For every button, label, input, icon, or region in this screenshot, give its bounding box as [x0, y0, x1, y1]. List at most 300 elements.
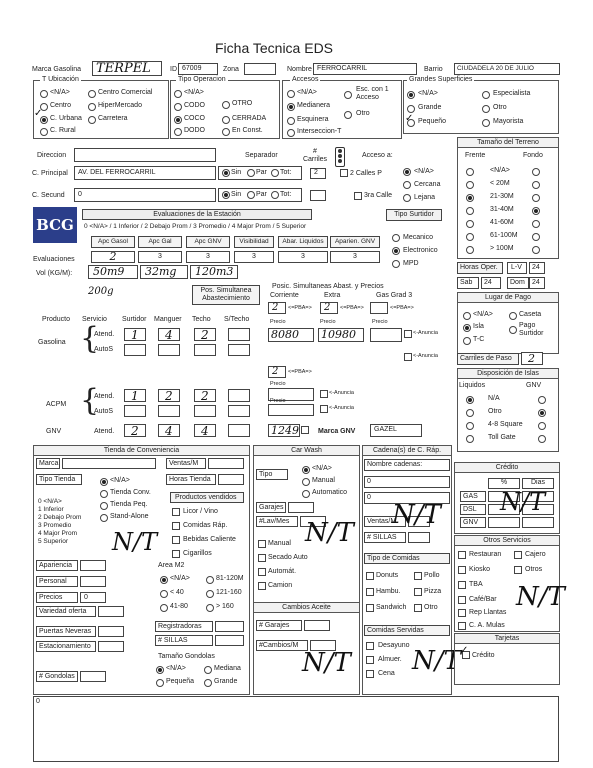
zona-field[interactable]	[244, 63, 276, 75]
tienda-field-text: Apariencia	[39, 562, 73, 569]
superficies-na-radio[interactable]	[407, 91, 415, 99]
operacion-coco-radio[interactable]	[174, 116, 182, 124]
superficies-pequeno-label: Pequeño	[418, 118, 447, 125]
servicio-checkbox[interactable]	[458, 566, 466, 574]
superficies-mayorista-label: Mayorista	[493, 118, 524, 125]
cadenas-value-1: 0	[367, 478, 371, 485]
operacion-otro-radio[interactable]	[222, 101, 230, 109]
acpm-anuncia-checkbox[interactable]	[320, 390, 328, 398]
operacion-codo-label: CODO	[184, 102, 205, 109]
terreno-fondo-radio[interactable]	[532, 194, 540, 202]
acpm-manguer-field[interactable]	[158, 389, 180, 402]
ubicacion-rural-label: C. Rural	[50, 127, 76, 134]
acpm-techo-value: 2	[201, 389, 209, 403]
secund-par-radio[interactable]	[247, 191, 255, 199]
carwash-checkbox[interactable]	[258, 554, 266, 562]
cadenas-nombre-text: Nombre cadenas:	[367, 461, 423, 468]
terreno-option-label: 61-100M	[490, 232, 518, 239]
operacion-coco-label: COCO	[184, 115, 205, 122]
evaluacion-column-text: Aparien. GNV	[334, 238, 376, 245]
gas-pos-corriente[interactable]	[268, 302, 286, 314]
acceso-na-radio[interactable]	[403, 168, 411, 176]
gnv-surtidor-field[interactable]	[124, 424, 146, 437]
tienda-field-input[interactable]	[98, 641, 124, 652]
productos-label	[170, 492, 244, 503]
terreno-frente-radio[interactable]	[466, 194, 474, 202]
marca-gnv-field[interactable]	[370, 424, 422, 437]
terreno-fondo-radio[interactable]	[532, 207, 540, 215]
servida-checkbox[interactable]	[366, 642, 374, 650]
accesos-na-radio[interactable]	[287, 90, 295, 98]
accesos-medianera-radio[interactable]	[287, 103, 295, 111]
tienda-field-input[interactable]	[80, 592, 106, 603]
ubicacion-na-radio[interactable]	[40, 90, 48, 98]
servicio-checkbox[interactable]	[458, 622, 466, 630]
vol-gnv-value: 120m3	[195, 265, 234, 278]
tienda-ventas-field[interactable]	[208, 458, 244, 469]
credito-pct-field[interactable]	[488, 517, 520, 528]
acpm-surtidor-field[interactable]	[124, 389, 146, 402]
bcg-logo: BCG	[33, 207, 77, 243]
producto-checkbox[interactable]	[172, 550, 180, 558]
operacion-na-label: <N/A>	[184, 89, 204, 96]
superficies-especialista-radio[interactable]	[482, 91, 490, 99]
dom-field[interactable]	[529, 277, 545, 289]
gnv-stecho-field[interactable]	[228, 424, 250, 437]
secund-field[interactable]	[74, 188, 216, 202]
gondola-label: <N/A>	[166, 665, 186, 672]
lv-label	[507, 262, 527, 274]
servicio-checkbox[interactable]	[514, 566, 522, 574]
lv-text: L-V	[511, 264, 522, 271]
surtidor-mpd-radio[interactable]	[392, 260, 400, 268]
area-radio[interactable]	[206, 604, 214, 612]
carriles-pago-label	[457, 353, 519, 365]
terreno-option-label: 21-30M	[490, 193, 514, 200]
accesos-interseccion-radio[interactable]	[287, 129, 295, 137]
servida-checkbox[interactable]	[366, 656, 374, 664]
servicio-label: Cajero	[525, 551, 546, 558]
gas-pba-2: <=PBA=>	[340, 305, 364, 311]
principal-sin-radio[interactable]	[222, 169, 230, 177]
terreno-fondo-radio[interactable]	[532, 220, 540, 228]
evaluacion-column-text: Apc GNV	[194, 238, 222, 245]
terreno-fondo-radio[interactable]	[532, 233, 540, 241]
producto-label: Licor / Vino	[183, 508, 218, 515]
area-radio[interactable]	[206, 576, 214, 584]
evaluacion-column-header	[278, 236, 328, 248]
secund-carriles-field[interactable]	[310, 190, 326, 201]
horas-tienda-label	[166, 474, 216, 485]
tienda-field-input[interactable]	[98, 626, 124, 637]
superficies-mayorista-radio[interactable]	[482, 119, 490, 127]
nombre-field[interactable]	[313, 63, 417, 75]
secund-separador	[218, 188, 302, 202]
gas-autos-surtidor[interactable]	[124, 344, 146, 356]
producto-checkbox[interactable]	[172, 536, 180, 544]
tarjetas-title: Tarjetas	[454, 633, 560, 644]
gas-pos-extra[interactable]	[320, 302, 338, 314]
producto-checkbox[interactable]	[172, 522, 180, 530]
gas-manguer-field[interactable]	[158, 328, 180, 341]
tercera-calle-checkbox[interactable]	[354, 192, 362, 200]
ubicacion-title: T Ubicación	[42, 76, 79, 83]
operacion-cerrada-label: CERRADA	[232, 115, 267, 122]
terreno-frente-radio[interactable]	[466, 246, 474, 254]
evaluacion-value-field[interactable]	[234, 251, 274, 263]
surtidor-mecanico-radio[interactable]	[392, 234, 400, 242]
tienda-marca-field[interactable]	[62, 458, 156, 469]
vol-gal-field[interactable]	[140, 265, 188, 279]
operacion-codo-radio[interactable]	[174, 103, 182, 111]
accesos-esc-radio[interactable]	[344, 91, 352, 99]
brace-icon: {	[80, 321, 100, 356]
acceso-cercana-radio[interactable]	[403, 181, 411, 189]
gas-pos-corriente-value: 2	[272, 302, 279, 313]
acpm-autos-manguer[interactable]	[158, 405, 180, 417]
gondola-radio[interactable]	[156, 666, 164, 674]
servicio-label: TBA	[469, 581, 483, 588]
acpm-autos-stecho[interactable]	[228, 405, 250, 417]
terreno-option-label: < 20M	[490, 180, 510, 187]
gas-autos-stecho[interactable]	[228, 344, 250, 356]
acpm-surtidor-value: 1	[131, 389, 139, 403]
area-label: 41-80	[170, 603, 188, 610]
acpm-pos[interactable]	[268, 366, 286, 378]
cadenas-sillas-text: # SILLAS	[367, 534, 397, 541]
operacion-cerrada-radio[interactable]	[222, 116, 230, 124]
id-field[interactable]	[178, 63, 218, 75]
servicio-checkbox[interactable]	[458, 581, 466, 589]
evaluacion-column-text: Abar. Liquidos	[282, 238, 324, 245]
carwash-checkbox[interactable]	[258, 582, 266, 590]
tienda-field-input[interactable]	[98, 606, 124, 617]
operacion-na-radio[interactable]	[174, 90, 182, 98]
pago-na-label: <N/A>	[473, 311, 493, 318]
gnv-anuncia-checkbox[interactable]	[301, 426, 309, 434]
evaluacion-value: 3	[301, 253, 305, 260]
carwash-radio[interactable]	[302, 490, 310, 498]
marca-field[interactable]	[92, 61, 162, 76]
carwash-radio[interactable]	[302, 478, 310, 486]
ubicacion-urbana-label: C. Urbana	[50, 115, 82, 122]
cadenas-field-1[interactable]	[364, 476, 450, 488]
evaluacion-column-header	[234, 236, 274, 248]
evaluacion-column-header	[330, 236, 380, 248]
cadenas-title: Cadena(s) de C. Ráp.	[362, 445, 452, 456]
gas-pba-3: <=PBA=>	[390, 305, 414, 311]
registradoras-label	[155, 621, 213, 632]
principal-value: AV. DEL FERROCARRIL	[78, 169, 156, 176]
principal-par-radio[interactable]	[247, 169, 255, 177]
islas-gnv-radio[interactable]	[538, 409, 546, 417]
acpm-techo-field[interactable]	[194, 389, 216, 402]
barrio-value: CIUDADELA 20 DE JULIO	[457, 65, 534, 72]
acpm-stecho-field[interactable]	[228, 389, 250, 402]
islas-liquidos-radio[interactable]	[466, 396, 474, 404]
ubicacion-carretera-radio[interactable]	[88, 116, 96, 124]
evaluacion-value: 3	[353, 253, 357, 260]
surtidor-header: Servicio	[82, 316, 107, 323]
superficies-otro-radio[interactable]	[482, 105, 490, 113]
servidas-handnote: N/T	[412, 646, 461, 676]
secund-tot-radio[interactable]	[271, 191, 279, 199]
acceso-lejana-radio[interactable]	[403, 194, 411, 202]
secund-label: C. Secund	[32, 192, 65, 199]
comida-checkbox[interactable]	[366, 588, 374, 596]
area-radio[interactable]	[160, 604, 168, 612]
cadenas-nombre-label	[364, 459, 450, 471]
tipo-tienda-radio[interactable]	[100, 502, 108, 510]
carwash-radio[interactable]	[302, 466, 310, 474]
tienda-field-input[interactable]	[80, 560, 106, 571]
area-radio[interactable]	[206, 590, 214, 598]
barrio-label: Barrio	[424, 66, 443, 73]
area-radio[interactable]	[160, 576, 168, 584]
handwritten-check-icon: ✓	[34, 108, 43, 119]
tipo-tienda-label: Tienda Peq.	[110, 501, 148, 508]
pago-tc-radio[interactable]	[463, 337, 471, 345]
evaluacion-value-field[interactable]	[186, 251, 230, 263]
islas-liquidos-radio[interactable]	[466, 409, 474, 417]
terreno-frente-radio[interactable]	[466, 233, 474, 241]
tipo-surtidor-button[interactable]: Tipo Surtidor	[386, 209, 442, 221]
acpm-anuncia2-checkbox[interactable]	[320, 405, 328, 413]
credito-pct-text: %	[500, 479, 508, 486]
vol-gasol-field[interactable]	[88, 265, 138, 279]
comida-checkbox[interactable]	[366, 572, 374, 580]
islas-gnv: GNV	[526, 382, 542, 389]
area-label: > 160	[216, 603, 234, 610]
garajes-field[interactable]	[288, 502, 314, 513]
num-garajes-field[interactable]	[304, 620, 330, 631]
acpm-autos-surtidor[interactable]	[124, 405, 146, 417]
carriles-pago-text: Carriles de Paso	[460, 355, 512, 362]
islas-liquidos-radio[interactable]	[466, 435, 474, 443]
principal-label: C. Principal	[32, 170, 68, 177]
barrio-field[interactable]	[454, 63, 560, 75]
marca-label: Marca Gasolina	[32, 66, 82, 73]
tipo-tienda-radio[interactable]	[100, 478, 108, 486]
carwash-check-label: Manual	[268, 540, 291, 547]
cadenas-sillas-label	[364, 532, 406, 543]
gondola-radio[interactable]	[204, 666, 212, 674]
islas-liquidos: Liquidos	[459, 382, 486, 389]
cadenas-handnote: N/T	[392, 500, 441, 530]
pago-caseta-radio[interactable]	[509, 312, 517, 320]
lugar-pago-title: Lugar de Pago	[457, 292, 559, 303]
pago-isla-radio[interactable]	[463, 324, 471, 332]
comida-checkbox[interactable]	[366, 604, 374, 612]
servicio-checkbox[interactable]	[514, 551, 522, 559]
superficies-grande-radio[interactable]	[407, 105, 415, 113]
comida-checkbox[interactable]	[414, 572, 422, 580]
evaluacion-column-text: Apc Gasol	[98, 238, 128, 245]
operacion-const-radio[interactable]	[222, 128, 230, 136]
principal-tot-radio[interactable]	[271, 169, 279, 177]
acpm-pos-value: 2	[272, 366, 279, 377]
gas-anuncia2-checkbox[interactable]	[404, 353, 412, 361]
producto-checkbox[interactable]	[172, 508, 180, 516]
tienda-sillas-text: # SILLAS	[158, 637, 188, 644]
carriles-pago-field[interactable]	[521, 352, 543, 365]
gas-autos-techo[interactable]	[194, 344, 216, 356]
cadenas-ventas-text: Ventas/M	[367, 518, 397, 525]
tienda-field-input[interactable]	[80, 671, 106, 682]
gas-precio-extra-value: 10980	[321, 328, 356, 341]
evaluacion-value: 3	[206, 253, 210, 260]
comida-checkbox[interactable]	[414, 588, 422, 596]
tienda-sillas-field[interactable]	[215, 635, 244, 646]
evaluacion-value-field[interactable]	[138, 251, 182, 263]
ubicacion-cc-radio[interactable]	[88, 90, 96, 98]
tipo-comidas-label	[364, 553, 450, 564]
handwritten-check-icon: ✓	[405, 113, 414, 124]
terreno-frente-radio[interactable]	[466, 168, 474, 176]
operacion-dodo-radio[interactable]	[174, 128, 182, 136]
precios-value: 0	[84, 594, 88, 601]
credito-dias-field[interactable]	[522, 517, 554, 528]
area-label: 81-120M	[216, 575, 244, 582]
tienda-field-label	[36, 606, 96, 617]
gas-stecho-field[interactable]	[228, 328, 250, 341]
gas-anuncia-checkbox[interactable]	[404, 330, 412, 338]
registradoras-field[interactable]	[215, 621, 244, 632]
area-radio[interactable]	[160, 590, 168, 598]
terreno-option-label: 31-40M	[490, 206, 514, 213]
carwash-check-label: Secado Auto	[268, 554, 308, 561]
evaluacion-value-field[interactable]	[91, 251, 135, 263]
tienda-field-label	[36, 641, 96, 652]
carriles-pago-value: 2	[528, 352, 535, 365]
acpm-label: ACPM	[46, 401, 67, 408]
islas-gnv-radio[interactable]	[538, 396, 546, 404]
gas-techo-value: 2	[201, 328, 209, 342]
vol-gnv-field[interactable]	[190, 265, 238, 279]
tienda-field-text: Personal	[39, 578, 67, 585]
horas-tienda-field[interactable]	[218, 474, 244, 485]
gas-techo-field[interactable]	[194, 328, 216, 341]
evaluacion-value-field[interactable]	[278, 251, 328, 263]
tienda-scale-item: 1 Inferior	[38, 506, 64, 513]
servicio-checkbox[interactable]	[458, 609, 466, 617]
servicio-checkbox[interactable]	[458, 596, 466, 604]
tienda-scale-item: 0 <N/A>	[38, 498, 62, 505]
terreno-fondo-radio[interactable]	[532, 181, 540, 189]
servicio-label: Café/Bar	[469, 596, 497, 603]
lavmes-text: #Lav/Mes	[259, 518, 290, 525]
lavmes-label	[256, 516, 298, 527]
accesos-otro-radio[interactable]	[344, 111, 352, 119]
ubicacion-rural-radio[interactable]	[40, 128, 48, 136]
terreno-frente-radio[interactable]	[466, 220, 474, 228]
principal-carriles-field[interactable]	[310, 168, 326, 179]
carwash-checkbox[interactable]	[258, 540, 266, 548]
gas-precio-gas3[interactable]	[370, 328, 402, 342]
surtidor-electronico-radio[interactable]	[392, 247, 400, 255]
col-extra: Extra	[324, 292, 341, 299]
secund-value: 0	[78, 191, 82, 198]
gas-surtidor-field[interactable]	[124, 328, 146, 341]
pago-surtidor-radio[interactable]	[509, 326, 517, 334]
servicio-label: Kiosko	[469, 566, 491, 573]
tipo-tienda-label: Stand-Alone	[110, 513, 149, 520]
sab-field[interactable]	[481, 277, 501, 289]
terreno-option-label: <N/A>	[490, 167, 510, 174]
terreno-frente-radio[interactable]	[466, 181, 474, 189]
islas-gnv-radio[interactable]	[538, 422, 546, 430]
tienda-handnote: N/T	[112, 528, 158, 556]
tienda-ventas-text: Ventas/M	[169, 460, 199, 467]
tipo-tienda-radio[interactable]	[100, 514, 108, 522]
terreno-fondo-radio[interactable]	[532, 168, 540, 176]
comida-checkbox[interactable]	[414, 604, 422, 612]
direccion-field[interactable]	[74, 148, 216, 162]
carriles-label: # Carriles	[302, 148, 328, 163]
islas-option-label: Otro	[488, 408, 502, 415]
carwash-checkbox[interactable]	[258, 568, 266, 576]
gnv-label: GNV	[46, 428, 62, 435]
servida-label: Cena	[378, 670, 395, 677]
gnv-precio-field[interactable]	[268, 424, 300, 437]
cadenas-sillas-field[interactable]	[408, 532, 430, 543]
evaluacion-value-field[interactable]	[330, 251, 380, 263]
tipo-tienda-radio[interactable]	[100, 490, 108, 498]
tienda-field-text: Puertas Neveras	[39, 628, 92, 635]
pago-na-radio[interactable]	[463, 312, 471, 320]
servida-checkbox[interactable]	[366, 670, 374, 678]
gnv-manguer-field[interactable]	[158, 424, 180, 437]
pos-abast-text: Pos. Simultanea Abastecimiento	[200, 287, 252, 302]
ubicacion-hiper-radio[interactable]	[88, 103, 96, 111]
principal-field[interactable]	[74, 166, 216, 180]
acpm-precio2-field[interactable]	[268, 404, 314, 416]
gas-precio-corriente[interactable]	[268, 328, 314, 342]
terreno-title: Tamaño del Terreno	[457, 137, 559, 148]
sab-label	[457, 277, 479, 289]
gas-pos-gas3[interactable]	[370, 302, 388, 314]
servicio-checkbox[interactable]	[458, 551, 466, 559]
terreno-frente-radio[interactable]	[466, 207, 474, 215]
islas-gnv-radio[interactable]	[538, 435, 546, 443]
secund-sin-radio[interactable]	[222, 191, 230, 199]
garajes-text: Garajes	[259, 504, 284, 511]
otros-handnote: N/T	[516, 582, 565, 612]
gondola-radio[interactable]	[204, 679, 212, 687]
gondola-radio[interactable]	[156, 679, 164, 687]
accesos-esquinera-radio[interactable]	[287, 117, 295, 125]
surtidor-mpd-label: MPD	[403, 260, 419, 267]
calles-p-checkbox[interactable]	[340, 169, 348, 177]
tienda-field-input[interactable]	[80, 576, 106, 587]
islas-liquidos-radio[interactable]	[466, 422, 474, 430]
comments-field[interactable]	[33, 696, 559, 762]
operacion-dodo-label: DODO	[184, 127, 205, 134]
note-200: 200g	[88, 286, 114, 297]
gas-precio-extra[interactable]	[318, 328, 364, 342]
gnv-techo-field[interactable]	[194, 424, 216, 437]
acpm-autos-techo[interactable]	[194, 405, 216, 417]
terreno-fondo-radio[interactable]	[532, 246, 540, 254]
producto-label: Comidas Ráp.	[183, 522, 228, 529]
servidas-label	[364, 625, 450, 636]
lv-field[interactable]	[529, 262, 545, 274]
tienda-scale-item: 3 Promedio	[38, 522, 72, 529]
registradoras-text: Registradoras	[158, 623, 202, 630]
gas-autos-manguer[interactable]	[158, 344, 180, 356]
credito-title: Crédito	[454, 462, 560, 473]
acpm-anuncia2-label: <-Anuncia	[329, 405, 354, 411]
